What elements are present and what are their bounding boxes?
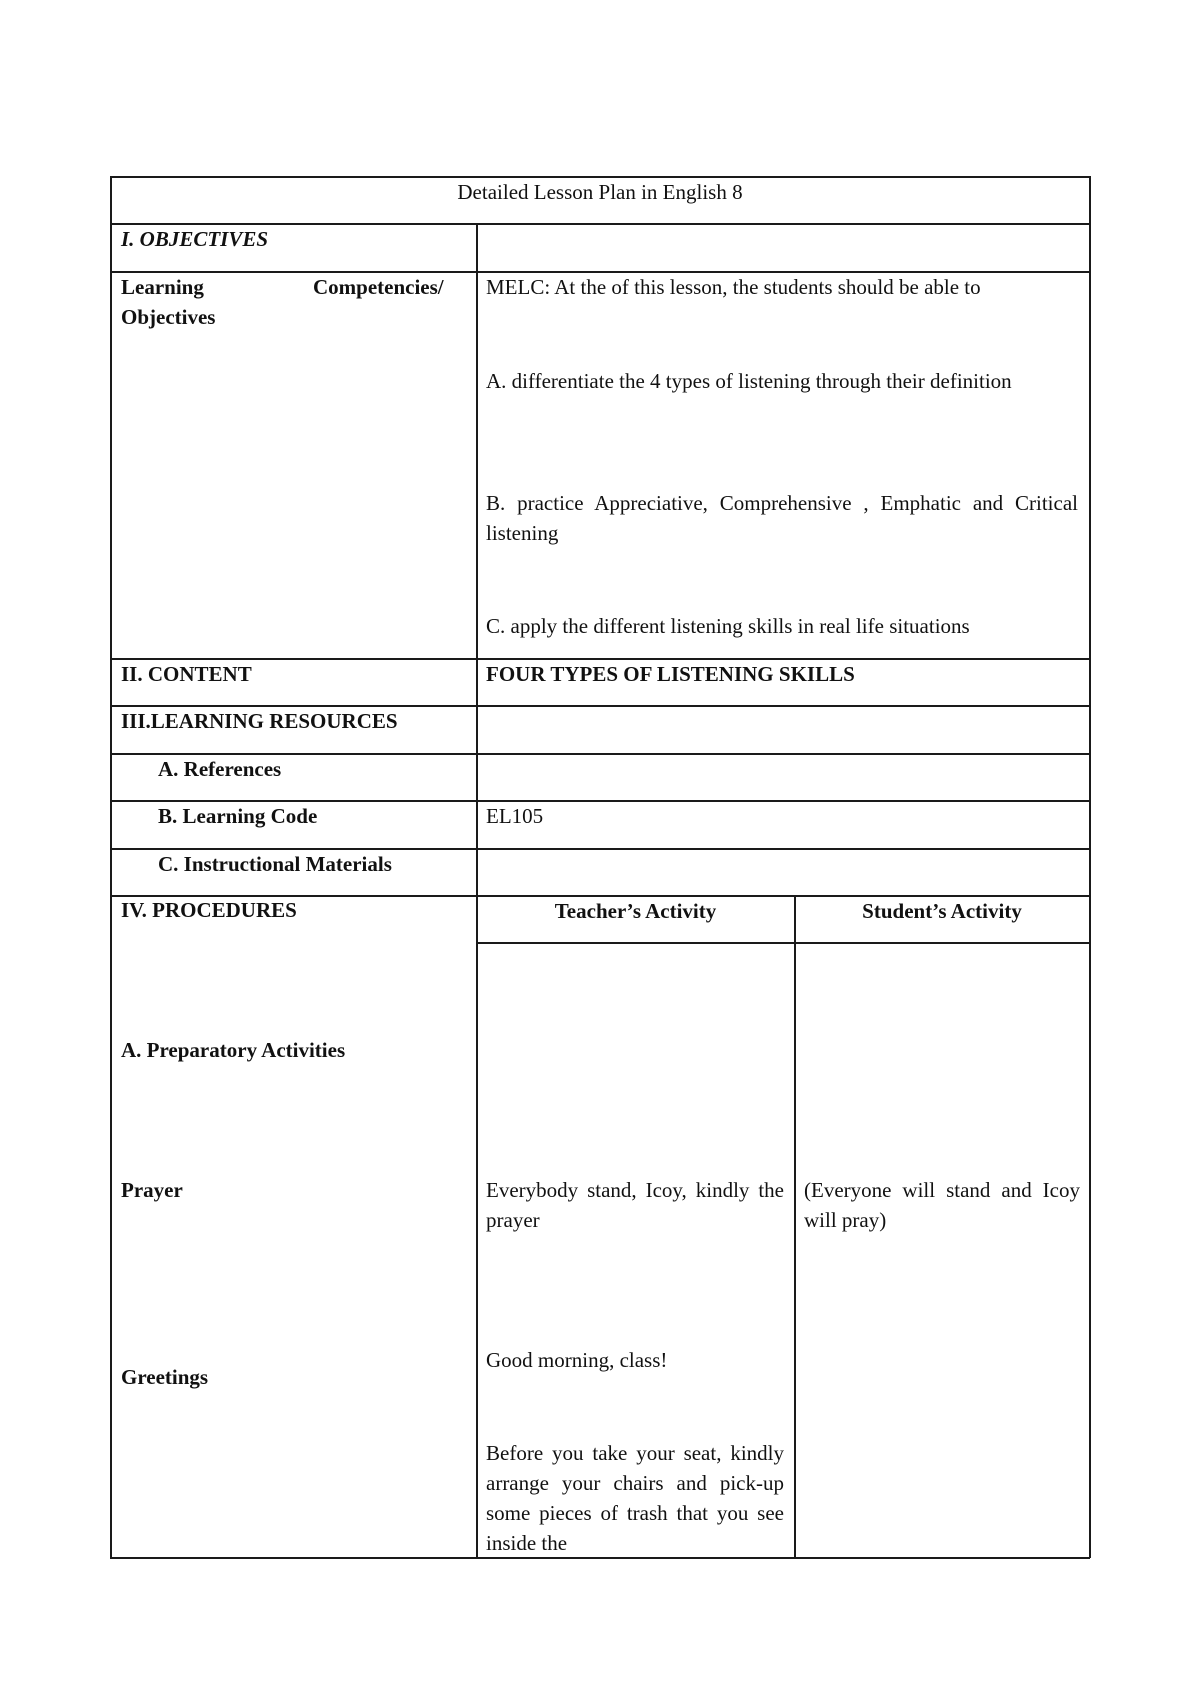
resources-heading: III.LEARNING RESOURCES [121,709,398,733]
references-label: A. References [158,757,282,781]
content-heading: II. CONTENT [121,662,252,686]
learning-code-label: B. Learning Code [158,804,318,828]
competencies-label-competencies: Competencies/ [313,275,444,299]
competencies-label-learning: Learning [121,275,204,299]
student-activity-header: Student’s Activity [862,899,1022,923]
greetings-teacher-text: Good morning, class! [486,1348,668,1372]
seat-teacher-text: Before you take your seat, kindly arrange your chairs and pick-up some pieces of trash that you see inside the [486,1441,784,1555]
instructional-materials-label: C. Instructional Materials [158,852,392,876]
objective-item-b: B. practice Appreciative, Comprehensive , Emphatic and Critical listening [486,491,1078,545]
teacher-activity-header: Teacher’s Activity [554,899,717,923]
content-value: FOUR TYPES OF LISTENING SKILLS [486,662,855,686]
table-border-right [1089,176,1091,1558]
preparatory-activities-label: A. Preparatory Activities [121,1038,346,1062]
document-title: Detailed Lesson Plan in English 8 [457,180,743,204]
table-border-left [110,176,112,1558]
table-column-divider [476,223,478,1558]
prayer-student-text: (Everyone will stand and Icoy will pray) [804,1178,1080,1232]
competencies-label-objectives: Objectives [121,305,216,329]
prayer-teacher-text: Everybody stand, Icoy, kindly the prayer [486,1178,784,1232]
procedures-heading: IV. PROCEDURES [121,898,297,922]
objectives-heading: I. OBJECTIVES [121,227,269,251]
prayer-label: Prayer [121,1178,183,1202]
procedures-column-divider [794,895,796,1558]
melc-statement: MELC: At the of this lesson, the students should be able to [486,275,981,299]
learning-code-value: EL105 [486,804,544,828]
greetings-label: Greetings [121,1365,209,1389]
objective-item-c: C. apply the different listening skills in real life situations [486,614,970,638]
table-border-bottom [110,1557,1090,1559]
objective-item-a: A. differentiate the 4 types of listening through their definition [486,369,1012,393]
procedures-header-divider [476,942,1090,944]
